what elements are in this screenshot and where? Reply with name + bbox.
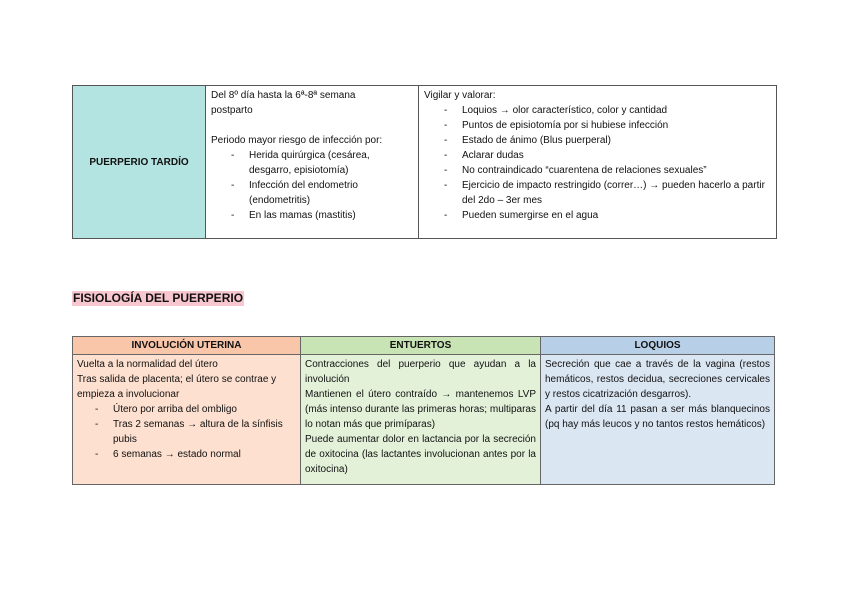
list-item: - Útero por arriba del ombligo	[95, 402, 296, 417]
loquios-cell	[541, 355, 775, 485]
loquios-paragraph: A partir del día 11 pasan a ser más blanquecinos (pq hay más leucos y no tantos restos hemáticos)	[545, 404, 770, 430]
entuertos-paragraph: Contracciones del puerperio que ayudan a la involución	[305, 359, 536, 385]
list-item: - Estado de ánimo (Blus puerperal)	[444, 133, 771, 148]
entuertos-paragraph: Mantienen el útero contraído → mantenemos LVP (más intenso durante las primeras horas; multiparas lo notan más que primíparas)	[305, 389, 536, 430]
riesgo-list	[211, 148, 413, 223]
loquios-paragraph: Secreción que cae a través de la vagina (restos hemáticos, restos decidua, secreciones cervicales y restos cicatrización desgarros).	[545, 359, 770, 400]
table-header-row	[73, 337, 775, 355]
involucion-line: Tras salida de placenta; el útero se contrae y empieza a involucionar	[77, 374, 277, 400]
vigilar-cell	[419, 86, 777, 239]
section-title: FISIOLOGÍA DEL PUERPERIO	[73, 291, 244, 305]
riesgo-heading: Periodo mayor riesgo de infección por:	[211, 135, 383, 146]
vigilar-list	[424, 103, 771, 223]
involucion-line: Vuelta a la normalidad del útero	[77, 359, 218, 370]
table-row	[73, 355, 775, 485]
list-item: - No contraindicado “cuarentena de relaciones sexuales”	[444, 163, 771, 178]
fisiologia-table	[72, 336, 775, 485]
list-item: - Infección del endometrio (endometritis)	[231, 178, 413, 208]
vigilar-heading: Vigilar y valorar:	[424, 90, 496, 101]
list-item: - Herida quirúrgica (cesárea, desgarro, episiotomía)	[231, 148, 413, 178]
list-item: - Pueden sumergirse en el agua	[444, 208, 771, 223]
table-row	[73, 86, 777, 239]
involucion-cell	[73, 355, 301, 485]
involucion-list	[77, 402, 296, 462]
periodo-line: Del 8º día hasta la 6ª-8ª semana	[211, 90, 356, 101]
list-item: - En las mamas (mastitis)	[231, 208, 413, 223]
periodo-cell	[206, 86, 419, 239]
involucion-header: INVOLUCIÓN UTERINA	[73, 337, 301, 355]
list-item: - Aclarar dudas	[444, 148, 771, 163]
periodo-line: postparto	[211, 105, 253, 116]
entuertos-paragraph: Puede aumentar dolor en lactancia por la secreción de oxitocina (las lactantes involucionan antes por la oxitocina)	[305, 434, 536, 475]
puerperio-tardio-table	[72, 85, 777, 239]
list-item: - Tras 2 semanas → altura de la sínfisis pubis	[95, 417, 296, 447]
list-item: - Puntos de episiotomía por si hubiese infección	[444, 118, 771, 133]
entuertos-cell	[301, 355, 541, 485]
entuertos-header: ENTUERTOS	[301, 337, 541, 355]
loquios-header: LOQUIOS	[541, 337, 775, 355]
list-item: - 6 semanas → estado normal	[95, 447, 296, 462]
list-item: - Loquios → olor característico, color y cantidad	[444, 103, 771, 118]
puerperio-tardio-header: PUERPERIO TARDÍO	[73, 86, 206, 239]
list-item: - Ejercicio de impacto restringido (correr…) → pueden hacerlo a partir del 2do – 3er mes	[444, 178, 771, 208]
